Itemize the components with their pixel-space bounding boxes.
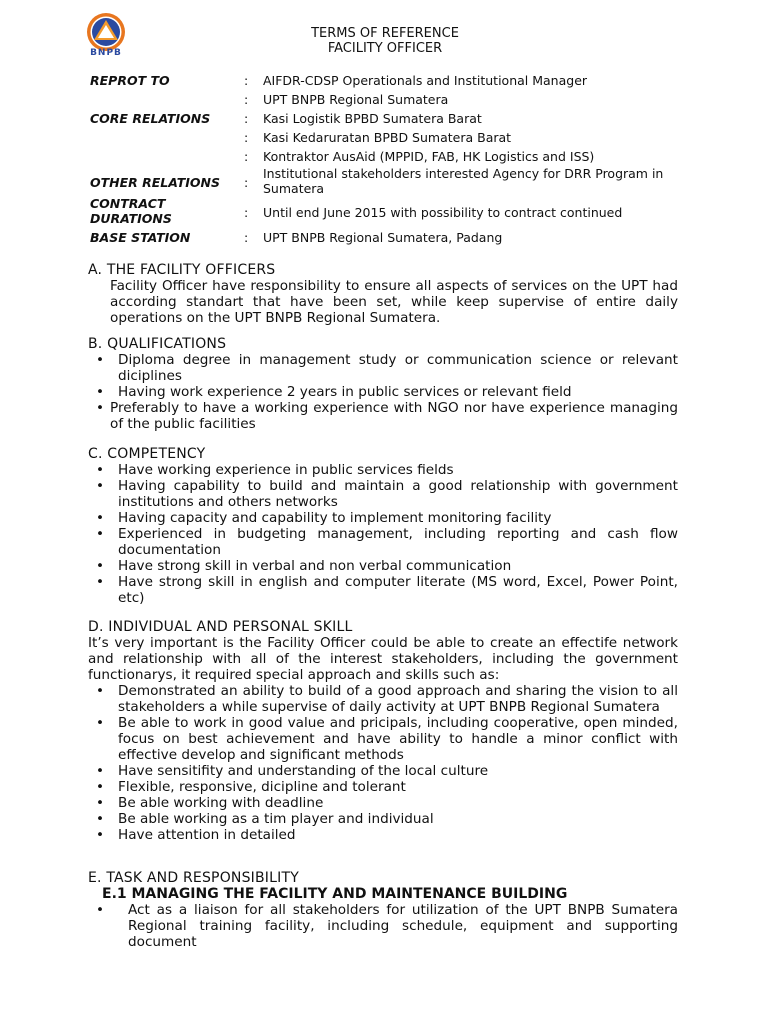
- list-item: • Demonstrated an ability to build of a good approach and sharing the vision to all stakeholders a while supervise of daily activity at UPT BNPB Regional Sumatera: [88, 683, 678, 715]
- list-item: • Have strong skill in english and computer literate (MS word, Excel, Power Point, etc): [88, 574, 678, 606]
- document-subtitle: FACILITY OFFICER: [327, 41, 443, 56]
- list-item: • Preferably to have a working experience with NGO nor have experience managing of the public facilities: [88, 400, 678, 432]
- section-c: [88, 447, 678, 606]
- list-item: • Act as a liaison for all stakeholders for utilization of the UPT BNPB Sumatera Regional training facility, including schedule, equipment and supporting document: [88, 902, 678, 950]
- meta-colon: :: [244, 92, 249, 107]
- meta-colon: :: [244, 130, 249, 145]
- list-item: • Flexible, responsive, dicipline and tolerant: [88, 779, 678, 795]
- list-item: • Have working experience in public services fields: [88, 462, 678, 478]
- list-item: • Be able working as a tim player and individual: [88, 811, 678, 827]
- document-title: TERMS OF REFERENCE: [311, 26, 459, 41]
- list-item: • Having work experience 2 years in public services or relevant field: [88, 384, 678, 400]
- section-paragraph: It’s very important is the Facility Officer could be able to create an effectife network and relationship with all of the interest stakeholders, including the government functionarys, it required special approach and skills such as:: [88, 635, 678, 683]
- list-item: • Have strong skill in verbal and non verbal communication: [88, 558, 678, 574]
- competency-list: [88, 462, 678, 606]
- meta-row: [90, 92, 690, 110]
- meta-key: BASE STATION: [90, 230, 191, 245]
- meta-value: AIFDR-CDSP Operationals and Institutional Manager: [263, 73, 588, 88]
- section-heading: A. THE FACILITY OFFICERS: [88, 262, 276, 278]
- list-item: • Be able to work in good value and pricipals, including cooperative, open minded, focus on best achievement and have ability to handle a minor conflict with effective develop and significant methods: [88, 715, 678, 763]
- list-item: • Having capacity and capability to implement monitoring facility: [88, 510, 678, 526]
- meta-value: Institutional stakeholders interested Agency for DRR Program in Sumatera: [263, 166, 664, 196]
- list-item: • Have sensitifity and understanding of the local culture: [88, 763, 678, 779]
- meta-value: UPT BNPB Regional Sumatera: [263, 92, 449, 107]
- meta-row: [90, 130, 690, 148]
- list-item: • Experienced in budgeting management, including reporting and cash flow documentation: [88, 526, 678, 558]
- meta-row: [90, 196, 690, 226]
- meta-row: [90, 230, 690, 248]
- list-item: • Have attention in detailed: [88, 827, 678, 843]
- section-heading: E. TASK AND RESPONSIBILITY: [88, 870, 299, 886]
- list-item: • Diploma degree in management study or communication science or relevant diciplines: [88, 352, 678, 384]
- section-d: [88, 620, 678, 843]
- meta-colon: :: [244, 149, 249, 164]
- meta-row: [90, 166, 690, 196]
- meta-colon: :: [244, 175, 249, 190]
- section-subheading: E.1 MANAGING THE FACILITY AND MAINTENANCE BUILDING: [102, 886, 568, 902]
- list-item: • Be able working with deadline: [88, 795, 678, 811]
- meta-row: [90, 73, 690, 91]
- task-list: [88, 902, 678, 950]
- section-b: [88, 337, 678, 432]
- section-paragraph: Facility Officer have responsibility to ensure all aspects of services on the UPT had according standart that have been set, while keep supervise of entire daily operations on the UPT BNPB Regional Sumatera.: [110, 278, 678, 326]
- section-a: [88, 263, 678, 326]
- section-heading: B. QUALIFICATIONS: [88, 336, 227, 352]
- meta-value: UPT BNPB Regional Sumatera, Padang: [263, 230, 503, 245]
- logo-text: BNPB: [90, 48, 122, 58]
- meta-value: Until end June 2015 with possibility to contract continued: [263, 205, 623, 220]
- section-e: [88, 871, 678, 950]
- meta-value: Kasi Kedaruratan BPBD Sumatera Barat: [263, 130, 512, 145]
- meta-value: Kasi Logistik BPBD Sumatera Barat: [263, 111, 482, 126]
- meta-key: OTHER RELATIONS: [90, 175, 221, 190]
- meta-key: CONTRACT DURATIONS: [90, 196, 172, 226]
- section-heading: D. INDIVIDUAL AND PERSONAL SKILL: [88, 619, 353, 635]
- section-heading: C. COMPETENCY: [88, 446, 206, 462]
- meta-colon: :: [244, 73, 249, 88]
- list-item: • Having capability to build and maintain a good relationship with government institutions and others networks: [88, 478, 678, 510]
- meta-key: REPROT TO: [90, 73, 170, 88]
- meta-row: [90, 111, 690, 129]
- meta-colon: :: [244, 230, 249, 245]
- meta-colon: :: [244, 205, 249, 220]
- personal-skill-list: [88, 683, 678, 843]
- meta-value: Kontraktor AusAid (MPPID, FAB, HK Logistics and ISS): [263, 149, 595, 164]
- meta-row: [90, 149, 690, 167]
- meta-colon: :: [244, 111, 249, 126]
- meta-key: CORE RELATIONS: [90, 111, 211, 126]
- qualifications-list: [88, 352, 678, 432]
